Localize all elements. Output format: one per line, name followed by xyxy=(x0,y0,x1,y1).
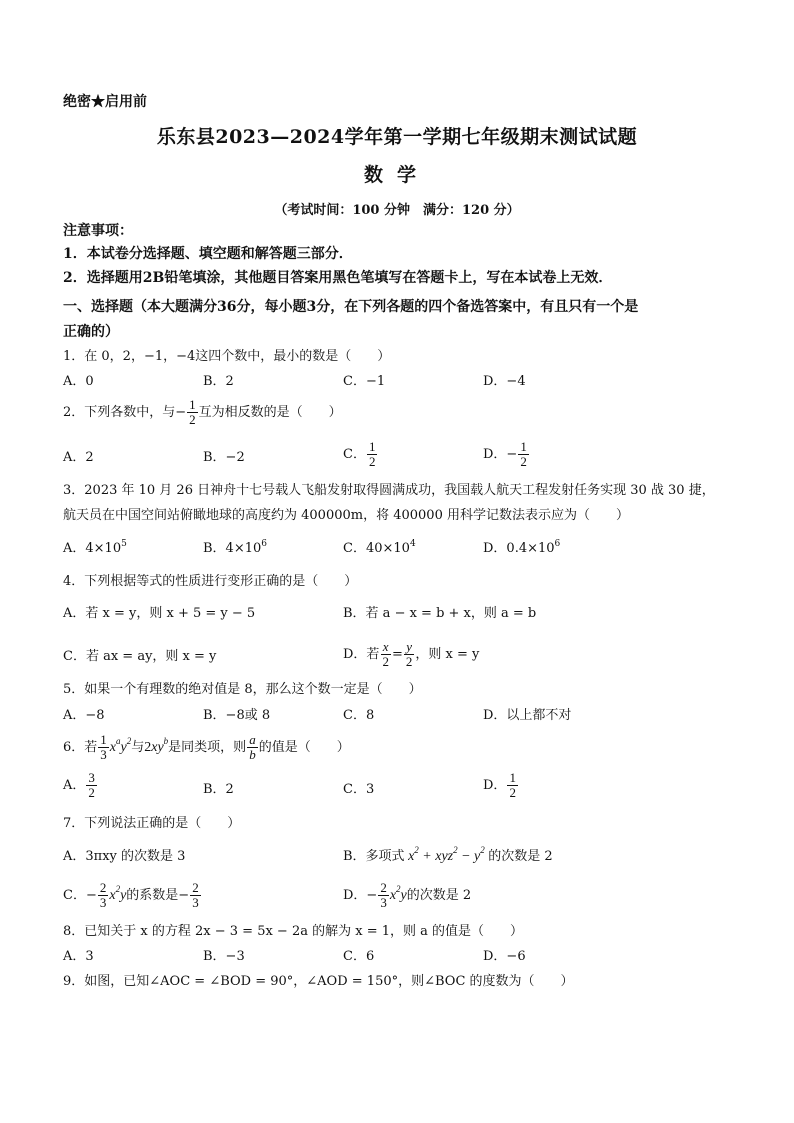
q1-option-c: C．−1 xyxy=(343,374,386,389)
q5-option-a: A．−8 xyxy=(63,708,105,723)
q4-option-d: D．若 $\frac{x}{2}$ = $\frac{y}{2}$ ，则 x = y xyxy=(343,639,480,669)
subject-title: 数学 xyxy=(363,164,430,186)
q6-stem: 6．若 $\frac{1}{3}$ $x^ay^2$与$2xy^b$是同类项，则 $\frac{a}{b}$ 的值是（ ） xyxy=(63,732,350,762)
q5-stem: 5．如果一个有理数的绝对值是 8，那么这个数一定是（ ） xyxy=(63,682,422,697)
q2-option-a: A．2 xyxy=(63,450,94,465)
q4-option-b: B．若 a − x = b + x，则 a = b xyxy=(343,606,537,621)
confidential-label: 绝密★启用前 xyxy=(63,94,147,110)
q5-option-d: D．以上都不对 xyxy=(483,708,572,723)
q8-stem: 8．已知关于 x 的方程 2x − 3 = 5x − 2a 的解为 x = 1，则 a 的值是（ ） xyxy=(63,924,524,939)
q7-option-a: A．3πxy 的次数是 3 xyxy=(63,849,186,864)
q4-option-c: C．若 ax = ay，则 x = y xyxy=(63,649,217,664)
q2-fraction: $\frac{1}{2}$ xyxy=(189,397,196,427)
q8-option-b: B．−3 xyxy=(203,949,245,964)
q2-option-c: C． $\frac{1}{2}$ xyxy=(343,439,376,469)
q6-option-c: C．3 xyxy=(343,782,375,797)
q3-line1: 3．2023 年 10 月 26 日神舟十七号载人飞船发射取得圆满成功，我国载人航天工程发射任务实现 30 战 30 捷， xyxy=(63,483,715,498)
q2-option-b: B．−2 xyxy=(203,450,245,465)
q3-option-d: D．$0.4\times 10^6$ xyxy=(483,538,561,556)
note-1: 1．本试卷分选择题、填空题和解答题三部分． xyxy=(63,246,353,262)
section1-line2: 正确的） xyxy=(63,324,119,340)
note-2: 2．选择题用2B铅笔填涂，其他题目答案用黑色笔填写在答题卡上，写在本试卷上无效． xyxy=(63,270,613,286)
q1-option-d: D．−4 xyxy=(483,374,526,389)
q7-option-b: B．多项式 $x^2 + xyz^2 - y^2$ 的次数是 2 xyxy=(343,845,553,864)
q2-option-d: D．− $\frac{1}{2}$ xyxy=(483,439,527,469)
q7-option-c: C．− $\frac{2}{3}$ $x^2y$的系数是− $\frac{2}{3}$ xyxy=(63,880,199,910)
q5-option-b: B．−8或 8 xyxy=(203,708,271,723)
notes-heading: 注意事项： xyxy=(63,223,133,239)
q5-option-c: C．8 xyxy=(343,708,375,723)
q3-option-c: C．$40\times 10^4$ xyxy=(343,538,416,556)
q2-stem: 2．下列各数中，与− $\frac{1}{2}$ 互为相反数的是（ ） xyxy=(63,397,342,427)
q3-option-b: B．$4\times 10^6$ xyxy=(203,538,267,556)
q8-option-c: C．6 xyxy=(343,949,375,964)
q8-option-a: A．3 xyxy=(63,949,94,964)
section1-line1: 一、选择题（本大题满分36分，每小题3分，在下列各题的四个备选答案中，有且只有一个是 xyxy=(63,299,639,315)
exam-title: 乐东县2023—2024学年第一学期七年级期末测试试题 xyxy=(156,126,638,148)
q9-stem: 9．如图，已知∠AOC = ∠BOD = 90°，∠AOD = 150°，则∠BOC 的度数为（ ） xyxy=(63,974,574,989)
q6-option-b: B．2 xyxy=(203,782,234,797)
q3-line2: 航天员在中国空间站俯瞰地球的高度约为 400000m，将 400000 用科学记数法表示应为（ ） xyxy=(63,508,629,523)
exam-info: （考试时间：100 分钟 满分：120 分） xyxy=(274,203,520,218)
q4-stem: 4．下列根据等式的性质进行变形正确的是（ ） xyxy=(63,574,358,589)
q6-option-a: A． $\frac{3}{2}$ xyxy=(63,770,95,800)
q1-stem: 1．在 0，2，−1，−4这四个数中，最小的数是（ ） xyxy=(63,349,391,364)
q7-option-d: D．− $\frac{2}{3}$ $x^2y$的次数是 2 xyxy=(343,880,472,910)
q8-option-d: D．−6 xyxy=(483,949,526,964)
q6-option-d: D． $\frac{1}{2}$ xyxy=(483,770,516,800)
q1-option-a: A．0 xyxy=(63,374,94,389)
q7-stem: 7．下列说法正确的是（ ） xyxy=(63,816,241,831)
q3-option-a: A．$4\times 10^5$ xyxy=(63,538,127,556)
q1-option-b: B．2 xyxy=(203,374,234,389)
q4-option-a: A．若 x = y，则 x + 5 = y − 5 xyxy=(63,606,256,621)
